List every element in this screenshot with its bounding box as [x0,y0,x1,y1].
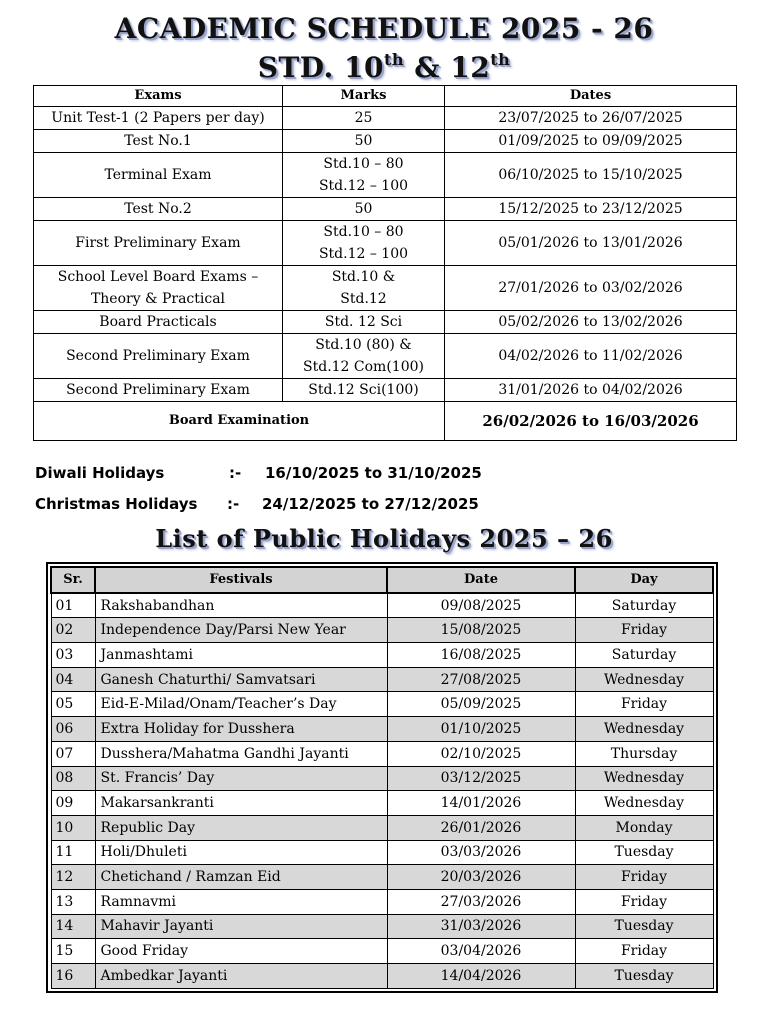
exam-cell-line: Test No.1 [124,133,192,149]
serial-cell: 13 [51,889,95,914]
exam-cell [34,221,283,266]
table-row [51,840,713,865]
day-cell: Tuesday [575,964,713,989]
dates-cell: 27/01/2026 to 03/02/2026 [445,266,737,311]
exam-cell-line: Second Preliminary Exam [66,382,250,398]
table-row [51,815,713,840]
day-cell: Monday [575,815,713,840]
table-row [51,964,713,989]
festival-cell: Extra Holiday for Dusshera [95,717,387,742]
dates-cell: 05/02/2026 to 13/02/2026 [445,311,737,334]
board-exam-dates: 26/02/2026 to 16/03/2026 [445,402,737,441]
marks-cell-line: Std.10 (80) & [315,337,412,353]
dates-cell: 31/01/2026 to 04/02/2026 [445,379,737,402]
serial-cell: 04 [51,667,95,692]
exam-cell [34,130,283,153]
festival-cell: Ambedkar Jayanti [95,964,387,989]
festival-cell: Rakshabandhan [95,593,387,618]
marks-cell-line: Std.10 & [331,269,396,285]
exam-cell-line: School Level Board Exams – [57,269,259,285]
column-header: Dates [445,86,737,107]
date-cell: 20/03/2026 [387,865,575,890]
date-cell: 05/09/2025 [387,692,575,717]
table-row [34,311,737,334]
date-cell: 01/10/2025 [387,717,575,742]
festival-cell: Dusshera/Mahatma Gandhi Jayanti [95,741,387,766]
holiday-dates: 24/12/2025 to 27/12/2025 [262,495,479,513]
marks-cell [283,334,445,379]
marks-cell-line: 50 [354,201,373,217]
table-row [51,865,713,890]
day-cell: Wednesday [575,766,713,791]
holiday-separator: :- [227,495,240,513]
date-cell: 15/08/2025 [387,618,575,643]
marks-cell [283,379,445,402]
serial-cell: 01 [51,593,95,618]
festival-cell: Makarsankranti [95,791,387,816]
exam-cell-line: Theory & Practical [90,291,226,307]
festival-cell: Eid-E-Milad/Onam/Teacher’s Day [95,692,387,717]
day-cell: Saturday [575,643,713,668]
table-row [34,266,737,311]
dates-cell: 06/10/2025 to 15/10/2025 [445,153,737,198]
exam-cell-line: Second Preliminary Exam [66,348,250,364]
marks-cell-line: 50 [354,133,373,149]
day-cell: Saturday [575,593,713,618]
exam-cell-line: Board Practicals [99,314,217,330]
table-row [51,593,713,618]
marks-cell-line: Std. 12 Sci [324,314,403,330]
marks-cell [283,107,445,130]
date-cell: 31/03/2026 [387,914,575,939]
exam-cell [34,107,283,130]
marks-cell [283,266,445,311]
date-cell: 03/12/2025 [387,766,575,791]
festival-cell: Ganesh Chaturthi/ Samvatsari [95,667,387,692]
holiday-label: Diwali Holidays [35,464,165,482]
serial-cell: 11 [51,840,95,865]
public-holidays-title: List of Public Holidays 2025 – 26 [155,524,613,553]
serial-cell: 06 [51,717,95,742]
exam-cell [34,334,283,379]
column-header: Marks [283,86,445,107]
marks-cell-line: Std.12 Com(100) [303,359,424,375]
festival-cell: Independence Day/Parsi New Year [95,618,387,643]
table-row [51,766,713,791]
marks-cell [283,221,445,266]
serial-cell: 02 [51,618,95,643]
table-row [51,791,713,816]
exam-cell [34,153,283,198]
marks-cell [283,198,445,221]
serial-cell: 16 [51,964,95,989]
table-row [34,130,737,153]
exam-cell [34,311,283,334]
date-cell: 27/08/2025 [387,667,575,692]
table-row [34,334,737,379]
exam-cell-line: Terminal Exam [104,167,212,183]
dates-cell: 23/07/2025 to 26/07/2025 [445,107,737,130]
marks-cell-line: Std.10 – 80 [323,224,404,240]
table-row [34,221,737,266]
table-row [51,717,713,742]
holiday-dates: 16/10/2025 to 31/10/2025 [265,464,482,482]
festival-cell: Ramnavmi [95,889,387,914]
board-exam-label: Board Examination [34,402,445,441]
serial-cell: 05 [51,692,95,717]
serial-cell: 15 [51,939,95,964]
date-cell: 16/08/2025 [387,643,575,668]
serial-cell: 09 [51,791,95,816]
exam-cell-line: Unit Test-1 (2 Papers per day) [51,110,265,126]
ordinal-suffix: th [384,50,405,69]
public-holidays-table [50,566,714,989]
dates-cell: 01/09/2025 to 09/09/2025 [445,130,737,153]
festival-cell: Holi/Dhuleti [95,840,387,865]
column-header: Sr. [51,567,95,593]
table-row [51,741,713,766]
public-holidays-frame [46,562,718,993]
day-cell: Friday [575,618,713,643]
day-cell: Friday [575,939,713,964]
festival-cell: St. Francis’ Day [95,766,387,791]
exam-cell [34,379,283,402]
serial-cell: 10 [51,815,95,840]
page-subtitle [0,50,768,84]
column-header: Date [387,567,575,593]
ordinal-suffix: th [490,50,511,69]
marks-cell-line: Std.12 – 100 [318,246,409,262]
date-cell: 14/01/2026 [387,791,575,816]
marks-cell [283,153,445,198]
table-header-row [51,567,713,593]
date-cell: 03/03/2026 [387,840,575,865]
day-cell: Wednesday [575,791,713,816]
column-header: Festivals [95,567,387,593]
board-exam-row [34,402,737,441]
festival-cell: Republic Day [95,815,387,840]
exam-cell-line: Test No.2 [124,201,192,217]
serial-cell: 07 [51,741,95,766]
table-header-row [34,86,737,107]
exam-cell-line: First Preliminary Exam [75,235,241,251]
day-cell: Friday [575,865,713,890]
serial-cell: 12 [51,865,95,890]
column-header: Exams [34,86,283,107]
festival-cell: Good Friday [95,939,387,964]
table-row [51,914,713,939]
table-row [34,107,737,130]
date-cell: 27/03/2026 [387,889,575,914]
day-cell: Wednesday [575,717,713,742]
dates-cell: 04/02/2026 to 11/02/2026 [445,334,737,379]
date-cell: 26/01/2026 [387,815,575,840]
date-cell: 14/04/2026 [387,964,575,989]
column-header: Day [575,567,713,593]
std-prefix: STD. 10 [257,51,384,84]
day-cell: Tuesday [575,914,713,939]
table-row [51,643,713,668]
std-second: & 12 [404,51,491,84]
holiday-label: Christmas Holidays [35,495,198,513]
exam-schedule-table [33,85,737,441]
serial-cell: 14 [51,914,95,939]
marks-cell-line: Std.12 Sci(100) [308,382,419,398]
marks-cell [283,130,445,153]
serial-cell: 08 [51,766,95,791]
exam-cell [34,198,283,221]
marks-cell-line: Std.10 – 80 [323,156,404,172]
date-cell: 03/04/2026 [387,939,575,964]
page-title: ACADEMIC SCHEDULE 2025 - 26 [114,12,654,45]
date-cell: 02/10/2025 [387,741,575,766]
festival-cell: Janmashtami [95,643,387,668]
festival-cell: Mahavir Jayanti [95,914,387,939]
festival-cell: Chetichand / Ramzan Eid [95,865,387,890]
marks-cell-line: Std.12 – 100 [318,178,409,194]
table-row [51,618,713,643]
table-row [34,153,737,198]
dates-cell: 05/01/2026 to 13/01/2026 [445,221,737,266]
day-cell: Wednesday [575,667,713,692]
day-cell: Friday [575,889,713,914]
marks-cell [283,311,445,334]
exam-cell [34,266,283,311]
date-cell: 09/08/2025 [387,593,575,618]
table-row [51,889,713,914]
day-cell: Tuesday [575,840,713,865]
table-row [51,692,713,717]
serial-cell: 03 [51,643,95,668]
holiday-separator: :- [229,464,242,482]
marks-cell-line: Std.12 [340,291,387,307]
table-row [34,198,737,221]
dates-cell: 15/12/2025 to 23/12/2025 [445,198,737,221]
table-row [51,667,713,692]
day-cell: Friday [575,692,713,717]
table-row [34,379,737,402]
day-cell: Thursday [575,741,713,766]
table-row [51,939,713,964]
marks-cell-line: 25 [354,110,373,126]
